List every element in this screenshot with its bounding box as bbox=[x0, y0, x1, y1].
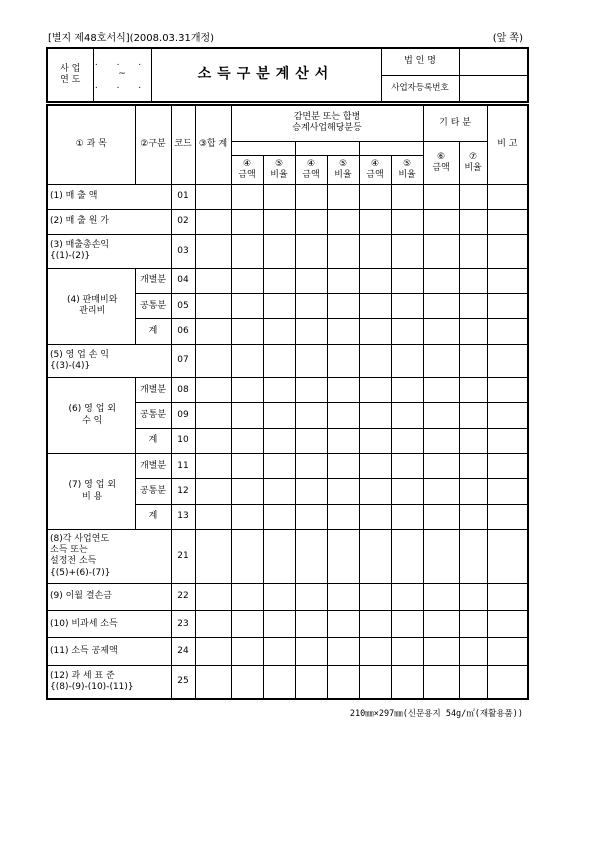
cell[interactable] bbox=[459, 378, 487, 403]
col-ratio5-header-b: ⑤ 비율 bbox=[327, 156, 359, 184]
row-item-label: (12) 과 세 표 준 {(8)-(9)-(10)-(11)} bbox=[47, 665, 171, 699]
row-code: 05 bbox=[171, 293, 195, 318]
cell[interactable] bbox=[295, 530, 327, 584]
cell[interactable] bbox=[359, 344, 391, 377]
cell[interactable] bbox=[327, 268, 359, 293]
cell[interactable] bbox=[327, 479, 359, 504]
cell[interactable] bbox=[231, 611, 263, 638]
cell[interactable] bbox=[487, 235, 528, 268]
corp-name-field[interactable] bbox=[459, 48, 528, 75]
row-item-label: (3) 매출총손익 {(1)-(2)} bbox=[47, 235, 171, 268]
cell[interactable] bbox=[263, 479, 295, 504]
row-code: 07 bbox=[171, 344, 195, 377]
cell[interactable] bbox=[423, 665, 459, 699]
row-sub-label: 개별분 bbox=[135, 454, 171, 479]
cell[interactable] bbox=[195, 504, 231, 529]
row-code: 01 bbox=[171, 184, 195, 209]
cell[interactable] bbox=[391, 611, 423, 638]
cell[interactable] bbox=[391, 403, 423, 428]
cell[interactable] bbox=[195, 454, 231, 479]
cell[interactable] bbox=[487, 268, 528, 293]
row-code: 10 bbox=[171, 428, 195, 453]
col-ratio5-header-a: ⑤ 비율 bbox=[263, 156, 295, 184]
cell[interactable] bbox=[263, 583, 295, 610]
cell[interactable] bbox=[263, 403, 295, 428]
cell[interactable] bbox=[231, 184, 263, 209]
cell[interactable] bbox=[327, 403, 359, 428]
row-sub-label: 계 bbox=[135, 504, 171, 529]
row-sub-label: 공통분 bbox=[135, 293, 171, 318]
cell[interactable] bbox=[423, 235, 459, 268]
cell[interactable] bbox=[391, 530, 423, 584]
cell[interactable] bbox=[231, 504, 263, 529]
cell[interactable] bbox=[295, 428, 327, 453]
cell[interactable] bbox=[231, 665, 263, 699]
cell[interactable] bbox=[263, 530, 295, 584]
cell[interactable] bbox=[487, 479, 528, 504]
cell[interactable] bbox=[359, 454, 391, 479]
cell[interactable] bbox=[459, 235, 487, 268]
paper-spec-footer: 210㎜×297㎜(신문용지 54g/㎡(재활용품)) bbox=[349, 709, 523, 719]
cell[interactable] bbox=[295, 665, 327, 699]
cell[interactable] bbox=[423, 378, 459, 403]
cell[interactable] bbox=[487, 293, 528, 318]
cell[interactable] bbox=[487, 403, 528, 428]
table-row bbox=[47, 454, 528, 479]
row-item-label: (2) 매 출 원 가 bbox=[47, 209, 171, 234]
cell[interactable] bbox=[295, 454, 327, 479]
col-code-header: 코드 bbox=[171, 105, 195, 184]
cell[interactable] bbox=[487, 504, 528, 529]
cell[interactable] bbox=[263, 611, 295, 638]
cell[interactable] bbox=[391, 479, 423, 504]
cell[interactable] bbox=[295, 209, 327, 234]
cell[interactable] bbox=[195, 428, 231, 453]
cell[interactable] bbox=[423, 504, 459, 529]
cell[interactable] bbox=[487, 530, 528, 584]
year-start-dots: . . . bbox=[94, 58, 150, 69]
cell[interactable] bbox=[459, 504, 487, 529]
cell[interactable] bbox=[487, 344, 528, 377]
cell[interactable] bbox=[359, 638, 391, 665]
cell[interactable] bbox=[423, 403, 459, 428]
cell[interactable] bbox=[263, 235, 295, 268]
cell[interactable] bbox=[391, 319, 423, 344]
cell[interactable] bbox=[459, 403, 487, 428]
cell[interactable] bbox=[231, 378, 263, 403]
cell[interactable] bbox=[423, 428, 459, 453]
cell[interactable] bbox=[391, 235, 423, 268]
cell[interactable] bbox=[487, 665, 528, 699]
row-code: 06 bbox=[171, 319, 195, 344]
cell[interactable] bbox=[327, 378, 359, 403]
cell[interactable] bbox=[359, 428, 391, 453]
cell[interactable] bbox=[195, 403, 231, 428]
cell[interactable] bbox=[295, 638, 327, 665]
cell[interactable] bbox=[295, 235, 327, 268]
cell[interactable] bbox=[459, 611, 487, 638]
row-code: 12 bbox=[171, 479, 195, 504]
cell[interactable] bbox=[195, 479, 231, 504]
cell[interactable] bbox=[359, 479, 391, 504]
form-number: [별지 제48호서식](2008.03.31개정) bbox=[48, 33, 215, 44]
cell[interactable] bbox=[327, 319, 359, 344]
cell[interactable] bbox=[423, 319, 459, 344]
row-sub-label: 공통분 bbox=[135, 479, 171, 504]
cell[interactable] bbox=[459, 638, 487, 665]
cell[interactable] bbox=[487, 638, 528, 665]
cell[interactable] bbox=[391, 428, 423, 453]
cell[interactable] bbox=[295, 479, 327, 504]
cell[interactable] bbox=[391, 293, 423, 318]
row-item-label: (7) 영 업 외 비 용 bbox=[47, 454, 135, 530]
header-table bbox=[46, 47, 529, 103]
cell[interactable] bbox=[487, 428, 528, 453]
cell[interactable] bbox=[195, 319, 231, 344]
cell[interactable] bbox=[423, 184, 459, 209]
cell[interactable] bbox=[391, 344, 423, 377]
cell[interactable] bbox=[195, 344, 231, 377]
cell[interactable] bbox=[195, 293, 231, 318]
cell[interactable] bbox=[231, 454, 263, 479]
business-year-field[interactable] bbox=[93, 48, 151, 102]
reduced-subheader-1[interactable] bbox=[231, 141, 295, 155]
cell[interactable] bbox=[263, 504, 295, 529]
col-category-header: ②구분 bbox=[135, 105, 171, 184]
cell[interactable] bbox=[263, 378, 295, 403]
row-item-label: (5) 영 업 손 익 {(3)-(4)} bbox=[47, 344, 171, 377]
cell[interactable] bbox=[487, 583, 528, 610]
cell[interactable] bbox=[359, 184, 391, 209]
cell[interactable] bbox=[263, 344, 295, 377]
cell[interactable] bbox=[391, 268, 423, 293]
cell[interactable] bbox=[195, 583, 231, 610]
row-item-label: (6) 영 업 외 수 익 bbox=[47, 378, 135, 454]
row-code: 25 bbox=[171, 665, 195, 699]
row-code: 24 bbox=[171, 638, 195, 665]
cell[interactable] bbox=[263, 319, 295, 344]
cell[interactable] bbox=[327, 184, 359, 209]
table-row bbox=[47, 665, 528, 699]
cell[interactable] bbox=[327, 428, 359, 453]
cell[interactable] bbox=[295, 504, 327, 529]
col-other-group-header: 기 타 분 bbox=[423, 105, 487, 141]
col-reduced-group-header: 감면분 또는 합병 승계사업해당분등 bbox=[231, 105, 423, 141]
row-code: 09 bbox=[171, 403, 195, 428]
cell[interactable] bbox=[391, 209, 423, 234]
cell[interactable] bbox=[359, 530, 391, 584]
cell[interactable] bbox=[423, 583, 459, 610]
table-row bbox=[47, 611, 528, 638]
cell[interactable] bbox=[487, 611, 528, 638]
cell[interactable] bbox=[295, 319, 327, 344]
cell[interactable] bbox=[459, 583, 487, 610]
row-code: 02 bbox=[171, 209, 195, 234]
cell[interactable] bbox=[195, 665, 231, 699]
table-row bbox=[47, 583, 528, 610]
cell[interactable] bbox=[359, 583, 391, 610]
row-item-label: (1) 매 출 액 bbox=[47, 184, 171, 209]
col-remarks-header: 비 고 bbox=[487, 105, 528, 184]
cell[interactable] bbox=[295, 344, 327, 377]
row-code: 21 bbox=[171, 530, 195, 584]
cell[interactable] bbox=[487, 319, 528, 344]
cell[interactable] bbox=[459, 428, 487, 453]
cell[interactable] bbox=[391, 184, 423, 209]
cell[interactable] bbox=[195, 638, 231, 665]
cell[interactable] bbox=[263, 638, 295, 665]
cell[interactable] bbox=[195, 235, 231, 268]
cell[interactable] bbox=[327, 583, 359, 610]
row-code: 11 bbox=[171, 454, 195, 479]
cell[interactable] bbox=[391, 378, 423, 403]
col-ratio7-header: ⑦ 비율 bbox=[459, 141, 487, 184]
cell[interactable] bbox=[195, 184, 231, 209]
cell[interactable] bbox=[327, 235, 359, 268]
table-row bbox=[47, 268, 528, 293]
cell[interactable] bbox=[359, 611, 391, 638]
table-row bbox=[47, 344, 528, 377]
cell[interactable] bbox=[327, 504, 359, 529]
cell[interactable] bbox=[231, 428, 263, 453]
row-item-label: (9) 이월 결손금 bbox=[47, 583, 171, 610]
cell[interactable] bbox=[295, 611, 327, 638]
cell[interactable] bbox=[423, 638, 459, 665]
cell[interactable] bbox=[359, 504, 391, 529]
cell[interactable] bbox=[295, 268, 327, 293]
reduced-subheader-2[interactable] bbox=[295, 141, 359, 155]
cell[interactable] bbox=[459, 530, 487, 584]
cell[interactable] bbox=[327, 665, 359, 699]
cell[interactable] bbox=[231, 638, 263, 665]
page-side-label: (앞 쪽) bbox=[492, 33, 523, 44]
cell[interactable] bbox=[195, 209, 231, 234]
table-row bbox=[47, 235, 528, 268]
year-end-dots: . . . bbox=[94, 80, 150, 91]
cell[interactable] bbox=[231, 583, 263, 610]
cell[interactable] bbox=[231, 235, 263, 268]
cell[interactable] bbox=[359, 403, 391, 428]
cell[interactable] bbox=[231, 293, 263, 318]
cell[interactable] bbox=[263, 293, 295, 318]
cell[interactable] bbox=[423, 268, 459, 293]
col-ratio5-header-c: ⑤ 비율 bbox=[391, 156, 423, 184]
col-item-header: ① 과 목 bbox=[47, 105, 135, 184]
cell[interactable] bbox=[359, 665, 391, 699]
cell[interactable] bbox=[327, 454, 359, 479]
cell[interactable] bbox=[423, 209, 459, 234]
reg-no-label: 사업자등록번호 bbox=[381, 75, 459, 102]
table-row bbox=[47, 530, 528, 584]
cell[interactable] bbox=[263, 268, 295, 293]
row-code: 04 bbox=[171, 268, 195, 293]
cell[interactable] bbox=[327, 530, 359, 584]
cell[interactable] bbox=[487, 209, 528, 234]
cell[interactable] bbox=[423, 454, 459, 479]
cell[interactable] bbox=[459, 479, 487, 504]
cell[interactable] bbox=[231, 209, 263, 234]
row-item-label: (4) 판매비와 관리비 bbox=[47, 268, 135, 344]
cell[interactable] bbox=[423, 611, 459, 638]
col-total-header: ③합 계 bbox=[195, 105, 231, 184]
cell[interactable] bbox=[327, 638, 359, 665]
row-code: 08 bbox=[171, 378, 195, 403]
income-table bbox=[46, 104, 529, 700]
table-row bbox=[47, 184, 528, 209]
cell[interactable] bbox=[195, 611, 231, 638]
cell[interactable] bbox=[459, 209, 487, 234]
row-sub-label: 계 bbox=[135, 319, 171, 344]
cell[interactable] bbox=[295, 583, 327, 610]
cell[interactable] bbox=[263, 665, 295, 699]
cell[interactable] bbox=[263, 428, 295, 453]
cell[interactable] bbox=[231, 344, 263, 377]
cell[interactable] bbox=[263, 454, 295, 479]
cell[interactable] bbox=[195, 378, 231, 403]
cell[interactable] bbox=[459, 454, 487, 479]
cell[interactable] bbox=[295, 378, 327, 403]
cell[interactable] bbox=[423, 530, 459, 584]
cell[interactable] bbox=[459, 665, 487, 699]
cell[interactable] bbox=[295, 403, 327, 428]
reduced-subheader-3[interactable] bbox=[359, 141, 423, 155]
cell[interactable] bbox=[423, 479, 459, 504]
cell[interactable] bbox=[263, 209, 295, 234]
row-sub-label: 개별분 bbox=[135, 378, 171, 403]
col-amount4-header-a: ④ 금액 bbox=[231, 156, 263, 184]
row-code: 03 bbox=[171, 235, 195, 268]
cell[interactable] bbox=[359, 378, 391, 403]
row-item-label: (10) 비과세 소득 bbox=[47, 611, 171, 638]
table-row bbox=[47, 638, 528, 665]
cell[interactable] bbox=[391, 583, 423, 610]
cell[interactable] bbox=[391, 665, 423, 699]
cell[interactable] bbox=[391, 638, 423, 665]
reg-no-field[interactable] bbox=[459, 75, 528, 102]
row-code: 23 bbox=[171, 611, 195, 638]
row-sub-label: 공통분 bbox=[135, 403, 171, 428]
year-tilde: ~ bbox=[118, 69, 126, 80]
row-item-label: (8)각 사업연도 소득 또는 설정전 소득 {(5)+(6)-(7)} bbox=[47, 530, 171, 584]
cell[interactable] bbox=[327, 344, 359, 377]
row-sub-label: 계 bbox=[135, 428, 171, 453]
cell[interactable] bbox=[459, 293, 487, 318]
cell[interactable] bbox=[231, 319, 263, 344]
cell[interactable] bbox=[359, 293, 391, 318]
cell[interactable] bbox=[359, 209, 391, 234]
cell[interactable] bbox=[359, 268, 391, 293]
row-code: 22 bbox=[171, 583, 195, 610]
cell[interactable] bbox=[231, 530, 263, 584]
table-row bbox=[47, 209, 528, 234]
cell[interactable] bbox=[195, 268, 231, 293]
cell[interactable] bbox=[359, 235, 391, 268]
cell[interactable] bbox=[263, 184, 295, 209]
business-year-label: 사 업 연 도 bbox=[47, 48, 93, 102]
cell[interactable] bbox=[327, 293, 359, 318]
cell[interactable] bbox=[295, 293, 327, 318]
cell[interactable] bbox=[423, 293, 459, 318]
cell[interactable] bbox=[391, 504, 423, 529]
col-amount4-header-c: ④ 금액 bbox=[359, 156, 391, 184]
cell[interactable] bbox=[327, 209, 359, 234]
cell[interactable] bbox=[231, 268, 263, 293]
cell[interactable] bbox=[231, 479, 263, 504]
form-title: 소득구분계산서 bbox=[151, 48, 381, 102]
cell[interactable] bbox=[231, 403, 263, 428]
col-amount6-header: ⑥ 금액 bbox=[423, 141, 459, 184]
cell[interactable] bbox=[459, 319, 487, 344]
col-amount4-header-b: ④ 금액 bbox=[295, 156, 327, 184]
row-item-label: (11) 소득 공제액 bbox=[47, 638, 171, 665]
cell[interactable] bbox=[327, 611, 359, 638]
cell[interactable] bbox=[459, 344, 487, 377]
table-row bbox=[47, 378, 528, 403]
cell[interactable] bbox=[487, 454, 528, 479]
cell[interactable] bbox=[195, 530, 231, 584]
cell[interactable] bbox=[487, 378, 528, 403]
row-sub-label: 개별분 bbox=[135, 268, 171, 293]
cell[interactable] bbox=[487, 184, 528, 209]
cell[interactable] bbox=[459, 268, 487, 293]
cell[interactable] bbox=[359, 319, 391, 344]
cell[interactable] bbox=[459, 184, 487, 209]
corp-name-label: 법 인 명 bbox=[381, 48, 459, 75]
row-code: 13 bbox=[171, 504, 195, 529]
cell[interactable] bbox=[391, 454, 423, 479]
cell[interactable] bbox=[295, 184, 327, 209]
cell[interactable] bbox=[423, 344, 459, 377]
